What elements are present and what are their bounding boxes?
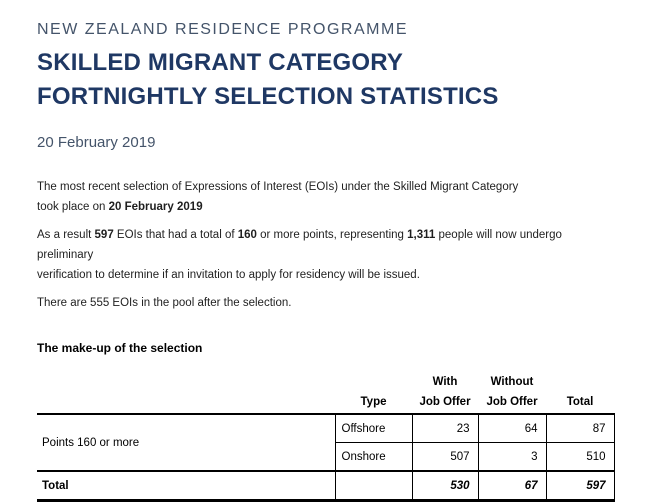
result-text: or more points, representing xyxy=(256,229,408,241)
cell-type-empty xyxy=(335,471,412,501)
cell-type: Onshore xyxy=(335,443,412,472)
header-spacer xyxy=(37,369,335,389)
row-label-points: Points 160 or more xyxy=(37,414,335,471)
cell-grand-total: 597 xyxy=(546,471,614,501)
paragraph-pool: There are 555 EOIs in the pool after the selection. xyxy=(37,297,292,309)
result-people-count: 1,311 xyxy=(407,229,436,241)
header-spacer xyxy=(37,389,335,414)
cell-with-offer: 507 xyxy=(412,443,478,472)
cell-total: 87 xyxy=(546,414,614,443)
row-label-total: Total xyxy=(37,471,335,501)
cell-type: Offshore xyxy=(335,414,412,443)
page-title xyxy=(37,46,620,114)
intro-line2-date: 20 February 2019 xyxy=(108,201,203,213)
cell-without-offer: 3 xyxy=(478,443,546,472)
header-spacer xyxy=(335,369,412,389)
result-text: EOIs that had a total of xyxy=(113,229,238,241)
selection-makeup-table xyxy=(37,369,615,502)
page-title-line1: SKILLED MIGRANT CATEGORY xyxy=(37,49,404,76)
col-header-without-line1: Without xyxy=(490,376,534,388)
col-header-with-line1: With xyxy=(432,376,458,388)
header-spacer xyxy=(546,369,614,389)
table-header xyxy=(37,369,614,414)
result-text-line2: verification to determine if an invitation to apply for residency will be issued. xyxy=(37,269,420,281)
col-header-total: Total xyxy=(546,389,614,414)
result-text: people will now undergo preliminary xyxy=(37,229,562,261)
page-title-line2: FORTNIGHTLY SELECTION STATISTICS xyxy=(37,83,499,110)
paragraph-result xyxy=(37,225,620,285)
table-row-total xyxy=(37,471,614,501)
col-header-type: Type xyxy=(335,389,412,414)
col-header-without-line2: Job Offer xyxy=(478,389,546,414)
table-section-title: The make-up of the selection xyxy=(37,341,203,355)
table-row-offshore xyxy=(37,414,614,443)
col-header-with-line2: Job Offer xyxy=(412,389,478,414)
selection-date: 20 February 2019 xyxy=(37,134,156,151)
programme-kicker: NEW ZEALAND RESIDENCE PROGRAMME xyxy=(37,21,408,38)
cell-with-offer-total: 530 xyxy=(412,471,478,501)
paragraph-selection-intro xyxy=(37,177,620,217)
result-points: 160 xyxy=(237,229,257,241)
cell-total: 510 xyxy=(546,443,614,472)
table-header-row-1 xyxy=(37,369,614,389)
cell-with-offer: 23 xyxy=(412,414,478,443)
result-text: As a result xyxy=(37,229,95,241)
cell-without-offer-total: 67 xyxy=(478,471,546,501)
cell-without-offer: 64 xyxy=(478,414,546,443)
intro-line1: The most recent selection of Expressions of Interest (EOIs) under the Skilled Migrant Category xyxy=(37,181,519,193)
table-header-row-2 xyxy=(37,389,614,414)
result-eoi-count: 597 xyxy=(94,229,114,241)
intro-line2-prefix: took place on xyxy=(37,201,109,213)
